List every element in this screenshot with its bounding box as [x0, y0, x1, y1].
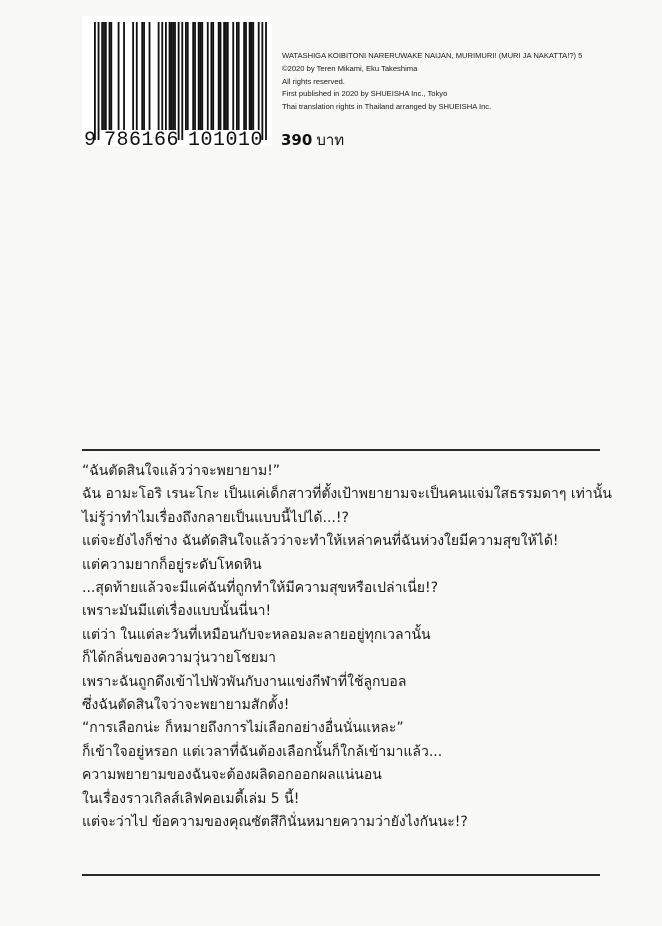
synopsis-line: ก็ได้กลิ่นของความวุ่นวายโชยมา — [82, 650, 277, 667]
barcode-bar — [94, 22, 96, 140]
barcode-first-digit: 9 — [84, 129, 97, 152]
barcode-bar — [98, 22, 100, 140]
barcode-bar — [123, 22, 125, 130]
barcode-bar — [220, 22, 222, 130]
rights-reserved: All rights reserved. — [282, 76, 345, 86]
barcode-bar — [118, 22, 120, 130]
barcode-bar — [200, 22, 202, 130]
barcode-bar — [201, 22, 203, 130]
synopsis-line: แต่จะว่าไป ข้อความของคุณซัตสึกินั่นหมายความว่ายังไงกันนะ!? — [82, 814, 468, 831]
barcode-bar — [101, 22, 103, 130]
barcode-bars — [82, 16, 272, 140]
barcode-bar — [207, 22, 209, 130]
barcode-bar — [249, 22, 251, 130]
barcode-bar — [174, 22, 176, 130]
copyright-notice — [282, 50, 652, 114]
barcode-bar — [165, 22, 167, 130]
isbn-barcode — [82, 16, 272, 146]
barcode-bar — [218, 22, 220, 130]
synopsis-line: ฉัน อามะโอริ เรนะโกะ เป็นแค่เด็กสาวที่ตั้งเป้าพยายามจะเป็นคนแจ่มใสธรรมดาๆ เท่านั้น — [82, 486, 612, 503]
synopsis-line: “การเลือกน่ะ ก็หมายถึงการไม่เลือกอย่างอื่นนั่นแหละ” — [82, 720, 404, 737]
barcode-bar — [149, 22, 151, 130]
barcode-bar — [105, 22, 107, 130]
barcode-bar — [232, 22, 234, 130]
barcode-bar — [170, 22, 172, 130]
synopsis-line: แต่ว่า ในแต่ละวันที่เหมือนกับจะหลอมละลายอยู่ทุกเวลานั้น — [82, 626, 431, 643]
barcode-bar — [194, 22, 196, 130]
barcode-bar — [261, 22, 263, 140]
barcode-left-digits: 786166 — [104, 129, 180, 152]
synopsis-line: ...สุดท้ายแล้วจะมีแค่ฉันที่ถูกทำให้มีความสุขหรือเปล่าเนี่ย!? — [82, 580, 439, 597]
synopsis-line: เพราะมันมีแต่เรื่องแบบนั้นนี่นา! — [82, 603, 272, 620]
barcode-bar — [225, 22, 227, 130]
top-divider — [82, 449, 600, 451]
synopsis-line: ความพยายามของฉันจะต้องผลิดอกออกผลแน่นอน — [82, 767, 382, 784]
barcode-bar — [238, 22, 240, 130]
barcode-bar — [185, 22, 187, 130]
barcode-bar — [136, 22, 138, 130]
barcode-right-digits: 101010 — [188, 129, 264, 152]
barcode-bar — [143, 22, 145, 130]
barcode-bar — [103, 22, 105, 130]
barcode-bar — [265, 22, 267, 140]
barcode-bar — [192, 22, 194, 130]
synopsis-line: ไม่รู้ว่าทำไมเรื่องถึงกลายเป็นแบบนี้ไปได้...!? — [82, 509, 349, 526]
barcode-bar — [132, 22, 134, 130]
price-amount: 390 — [281, 131, 313, 149]
barcode-bar — [158, 22, 160, 130]
barcode-bar — [110, 22, 112, 130]
synopsis-line: ในเรื่องราวเกิลส์เลิฟคอเมดี้เล่ม 5 นี้! — [82, 790, 300, 807]
copyright-line: ©2020 by Teren Mikami, Eku Takeshima — [282, 63, 418, 73]
translation-rights: Thai translation rights in Thailand arranged by SHUEISHA Inc. — [282, 102, 492, 112]
barcode-bar — [187, 22, 189, 130]
synopsis-line: ซึ่งฉันตัดสินใจว่าจะพยายามสักตั้ง! — [82, 697, 290, 714]
barcode-bar — [236, 22, 238, 130]
price-currency: บาท — [316, 131, 345, 149]
barcode-bar — [243, 22, 245, 130]
synopsis — [82, 460, 652, 835]
barcode-bar — [258, 22, 260, 130]
barcode-bar — [141, 22, 143, 130]
synopsis-line: แต่จะยังไงก็ช่าง ฉันตัดสินใจแล้วว่าจะทำให้เหล่าคนที่ฉันห่วงใยมีความสุขให้ได้! — [82, 533, 559, 550]
barcode-bar — [169, 22, 171, 130]
barcode-bar — [198, 22, 200, 130]
bottom-divider — [82, 874, 600, 876]
barcode-bar — [245, 22, 247, 130]
barcode-bar — [109, 22, 111, 130]
barcode-bar — [223, 22, 225, 130]
synopsis-line: แต่ความยากก็อยู่ระดับโหดหิน — [82, 556, 262, 573]
barcode-bar — [172, 22, 174, 130]
first-published: First published in 2020 by SHUEISHA Inc., Tokyo — [282, 89, 448, 99]
barcode-bar — [227, 22, 229, 130]
synopsis-line: “ฉันตัดสินใจแล้วว่าจะพยายาม!” — [82, 463, 281, 479]
barcode-bar — [178, 22, 180, 140]
barcode-bar — [252, 22, 254, 130]
barcode-bar — [210, 22, 212, 130]
barcode-bar — [181, 22, 183, 140]
synopsis-line: ก็เข้าใจอยู่หรอก แต่เวลาที่ฉันต้องเลือกนั้นก็ใกล้เข้ามาแล้ว... — [82, 743, 443, 760]
barcode-bar — [212, 22, 214, 130]
price-tag — [281, 130, 344, 150]
synopsis-line: เพราะฉันถูกดึงเข้าไปพัวพันกับงานแข่งกีฬาที่ใช้ลูกบอล — [82, 673, 407, 690]
barcode-bar — [161, 22, 163, 130]
original-title: WATASHIGA KOIBITONI NARERUWAKE NAIJAN, MURIMURI! (MURI JA NAKATTA!?) 5 — [282, 51, 583, 60]
barcode-bar — [251, 22, 253, 130]
